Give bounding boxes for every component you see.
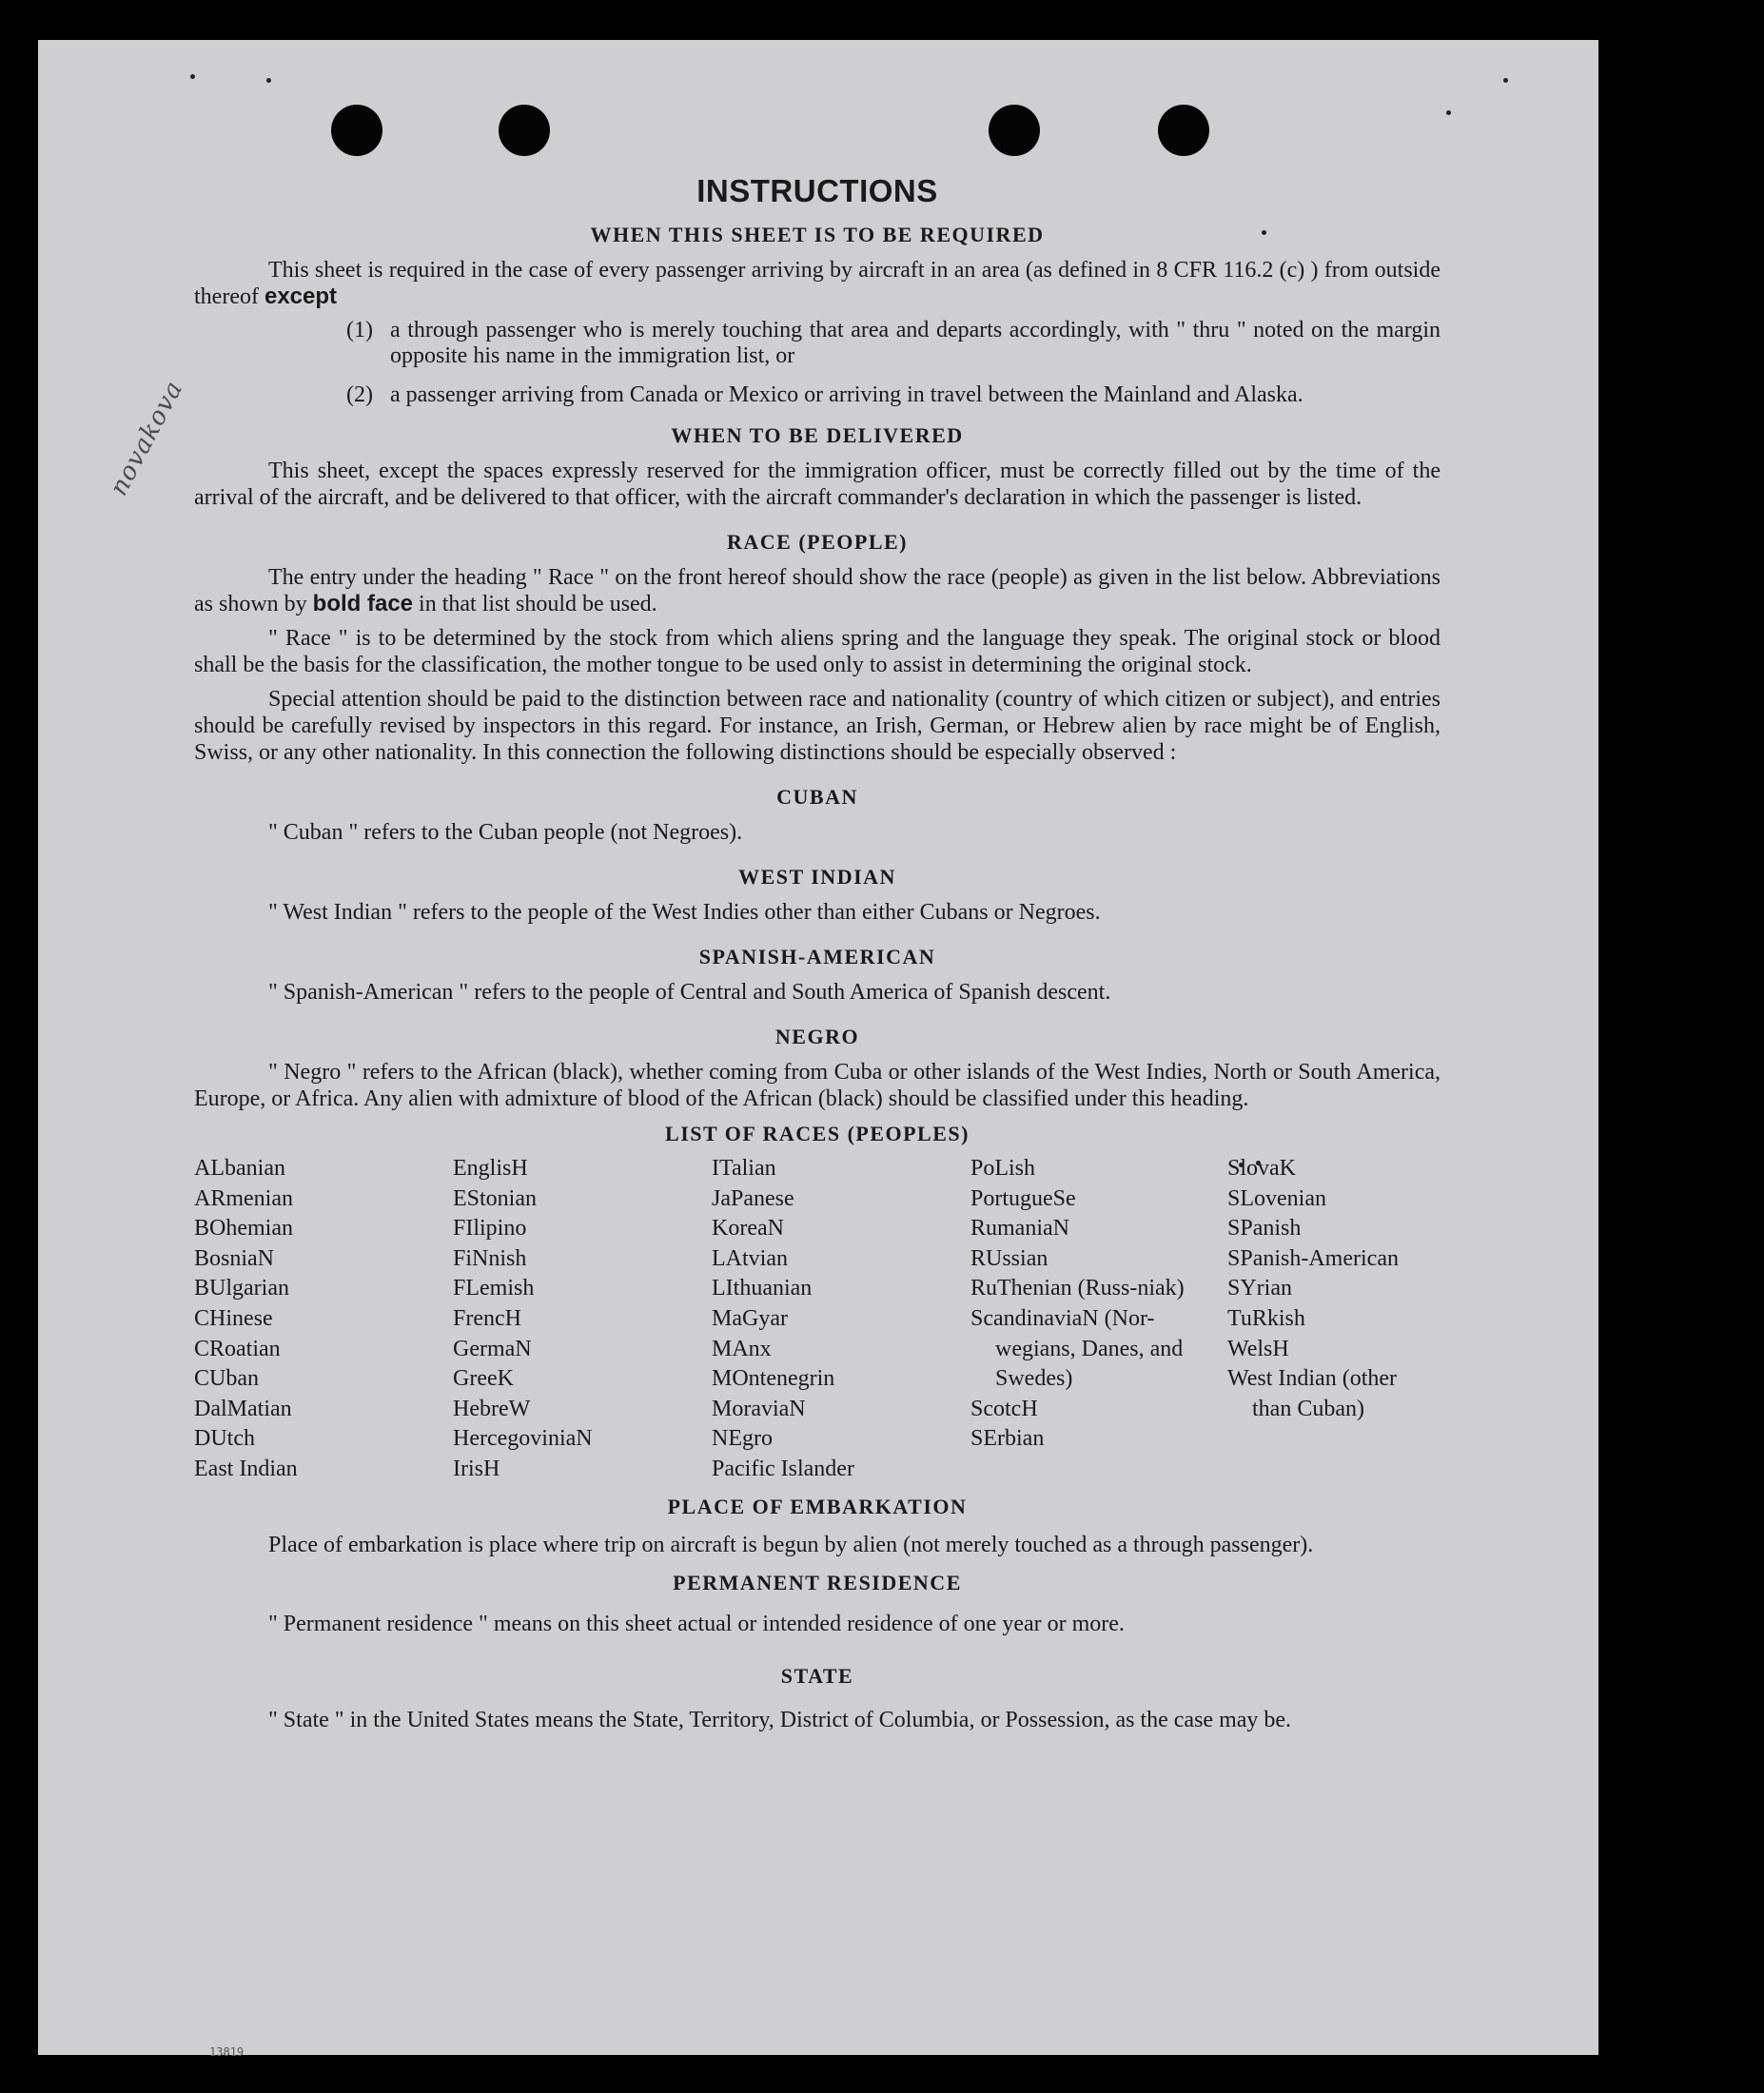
race-entry: MOntenegrin — [712, 1366, 835, 1392]
speck — [1446, 110, 1451, 115]
race-entry: ALbanian — [194, 1156, 285, 1181]
race-entry: RuThenian (Russ-niak) — [970, 1276, 1185, 1301]
heading-list-of-races: LIST OF RACES (PEOPLES) — [665, 1122, 970, 1145]
race-entry: SLovenian — [1227, 1185, 1326, 1211]
races-column — [194, 1154, 453, 1485]
punch-hole — [499, 105, 550, 156]
races-column — [453, 1154, 712, 1485]
races-column — [1227, 1154, 1439, 1485]
negro-text: " Negro " refers to the African (black), whether coming from Cuba or other islands of the West Indies, North or South America, Europe, or Africa. Any alien with admixture of blood of the African (black) should be classified under this heading. — [194, 1060, 1441, 1111]
races-column — [712, 1154, 970, 1485]
when-delivered-text: This sheet, except the spaces expressly reserved for the immigration officer, must be correctly filled out by the time of the arrival of the aircraft, and be delivered to that officer, with the aircraft commander's declaration in which the passenger is listed. — [194, 459, 1441, 510]
race-entry: HercegoviniaN — [453, 1426, 593, 1452]
race-entry: SYrian — [1227, 1276, 1292, 1301]
instructions-content — [194, 173, 1441, 1736]
heading-spanish-american: SPANISH-AMERICAN — [698, 945, 936, 968]
page-title: INSTRUCTIONS — [696, 173, 938, 208]
intro-text: This sheet is required in the case of every passenger arriving by aircraft in an area (as defined in 8 CFR 116.2 (c) ) from outside thereof — [194, 258, 1441, 309]
form-stamp: 13819 — [209, 2045, 245, 2059]
race-entry: FIlipino — [453, 1216, 527, 1242]
race-entry: WelsH — [1227, 1336, 1289, 1361]
race-entry: LAtvian — [712, 1245, 788, 1271]
speck — [1503, 78, 1508, 83]
handwritten-note: novakova — [105, 376, 189, 501]
intro-except: except — [264, 284, 338, 309]
race-entry: CRoatian — [194, 1336, 281, 1361]
west-indian-text: " West Indian " refers to the people of the West Indies other than either Cubans or Negroes. — [268, 900, 1101, 925]
race-entry: BosniaN — [194, 1245, 274, 1271]
race-entry: HebreW — [453, 1396, 531, 1421]
race-p1-b: in that list should be used. — [419, 592, 657, 616]
race-entry: East Indian — [194, 1456, 298, 1481]
race-p1-a: The entry under the heading " Race " on the front hereof should show the race (people) as given in the list below. Abbreviations as shown by — [194, 565, 1441, 616]
race-entry: MoraviaN — [712, 1396, 806, 1421]
heading-state: STATE — [780, 1663, 854, 1688]
race-entry: ScandinaviaN (Nor-wegians, Danes, and Swedes) — [970, 1305, 1184, 1392]
race-entry: CUban — [194, 1366, 259, 1392]
race-entry: LIthuanian — [712, 1276, 813, 1301]
punch-hole — [989, 105, 1040, 156]
state-text: " State " in the United States means the State, Territory, District of Columbia, or Possession, as the case may be. — [268, 1707, 1292, 1732]
speck — [190, 74, 195, 79]
races-column — [970, 1154, 1227, 1485]
race-entry: SPanish — [1227, 1216, 1302, 1242]
race-entry: PoLish — [970, 1156, 1036, 1181]
punch-hole — [331, 105, 382, 156]
race-entry: FrencH — [453, 1305, 521, 1331]
list-item — [346, 318, 1441, 369]
race-entry: ITalian — [712, 1156, 776, 1181]
race-entry: BOhemian — [194, 1216, 293, 1242]
heading-embarkation: PLACE OF EMBARKATION — [667, 1494, 968, 1518]
embarkation-text: Place of embarkation is place where trip on aircraft is begun by alien (not merely touched as a through passenger). — [268, 1532, 1314, 1557]
race-entry: EStonian — [453, 1185, 537, 1211]
item-number: (2) — [346, 382, 373, 407]
item-number: (1) — [346, 318, 373, 342]
race-entry: DalMatian — [194, 1396, 292, 1421]
race-entry: CHinese — [194, 1305, 273, 1331]
cuban-text: " Cuban " refers to the Cuban people (not Negroes). — [268, 820, 743, 845]
race-entry: FiNnish — [453, 1245, 527, 1271]
race-entry: ARmenian — [194, 1185, 293, 1211]
race-entry: PortugueSe — [970, 1185, 1076, 1211]
race-entry: SlovaK — [1227, 1156, 1296, 1181]
race-entry: GermaN — [453, 1336, 532, 1361]
race-entry: GreeK — [453, 1366, 514, 1392]
heading-when-delivered: WHEN TO BE DELIVERED — [671, 423, 964, 447]
spanish-american-text: " Spanish-American " refers to the people of Central and South America of Spanish descent. — [268, 980, 1111, 1005]
list-item — [346, 382, 1441, 408]
residence-text: " Permanent residence " means on this sheet actual or intended residence of one year or more. — [268, 1611, 1125, 1636]
heading-cuban: CUBAN — [776, 785, 858, 809]
race-entry: SPanish-American — [1227, 1245, 1399, 1271]
races-table — [194, 1154, 1441, 1485]
race-entry: TuRkish — [1227, 1305, 1305, 1331]
race-entry: DUtch — [194, 1426, 255, 1452]
race-entry: ScotcH — [970, 1396, 1038, 1421]
race-entry: MAnx — [712, 1336, 772, 1361]
race-entry: RumaniaN — [970, 1216, 1069, 1242]
race-entry: NEgro — [712, 1426, 773, 1452]
race-entry: SErbian — [970, 1426, 1045, 1452]
race-paragraph-3: Special attention should be paid to the distinction between race and nationality (country of which citizen or subject), and entries should be carefully revised by inspectors in this regard. For instance, an Irish, German, or Hebrew alien by race might be of English, Swiss, or any other nationality. In this connection the following distinctions should be especially observed : — [194, 687, 1441, 765]
race-entry: BUlgarian — [194, 1276, 289, 1301]
speck — [266, 78, 271, 83]
heading-race: RACE (PEOPLE) — [727, 530, 908, 554]
race-entry: West Indian (other than Cuban) — [1227, 1366, 1398, 1421]
race-entry: MaGyar — [712, 1305, 788, 1331]
race-paragraph-2: " Race " is to be determined by the stock from which aliens spring and the language they speak. The original stock or blood shall be the basis for the classification, the mother tongue to be used only to assist in determining the original stock. — [194, 626, 1441, 677]
race-entry: FLemish — [453, 1276, 535, 1301]
punch-hole — [1158, 105, 1209, 156]
heading-permanent-residence: PERMANENT RESIDENCE — [673, 1570, 962, 1594]
item-text: a through passenger who is merely touching that area and departs accordingly, with " thru " noted on the margin opposite his name in the immigration list, or — [390, 318, 1441, 368]
race-entry: Pacific Islander — [712, 1456, 854, 1481]
race-entry: RUssian — [970, 1245, 1049, 1271]
race-entry: JaPanese — [712, 1185, 794, 1211]
race-p1-bold: bold face — [312, 591, 414, 616]
item-text: a passenger arriving from Canada or Mexico or arriving in travel between the Mainland and Alaska. — [390, 382, 1303, 407]
heading-west-indian: WEST INDIAN — [738, 865, 896, 889]
race-entry: IrisH — [453, 1456, 500, 1481]
heading-when-required: WHEN THIS SHEET IS TO BE REQUIRED — [590, 223, 1045, 246]
race-paragraph-1 — [194, 564, 1441, 617]
heading-negro: NEGRO — [774, 1025, 860, 1048]
race-entry: EnglisH — [453, 1156, 528, 1181]
when-required-intro — [194, 257, 1441, 310]
race-entry: KoreaN — [712, 1216, 784, 1242]
